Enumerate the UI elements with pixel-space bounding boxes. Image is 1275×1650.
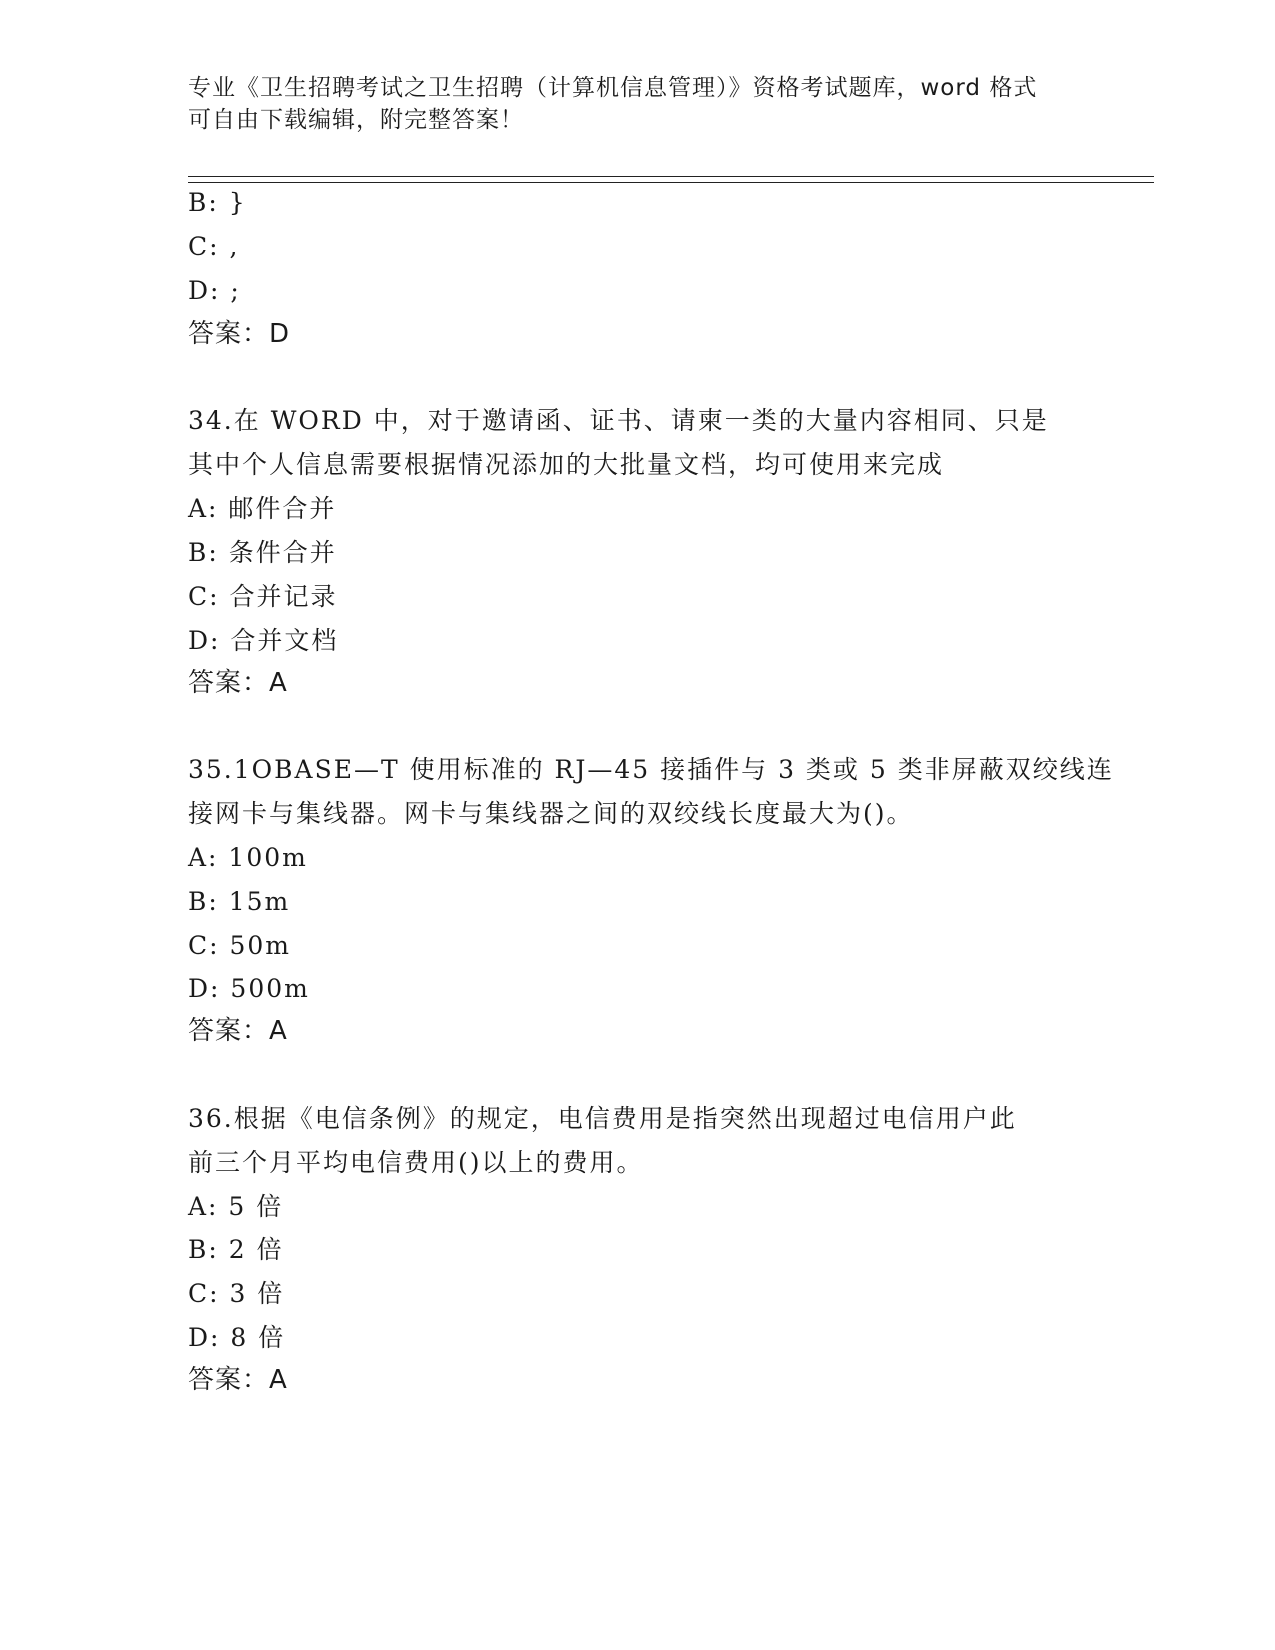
question-36-stem-line-2: 前三个月平均电信费用()以上的费用。 bbox=[188, 1148, 644, 1177]
question-36-option-b: B: 2 倍 bbox=[188, 1235, 284, 1264]
question-34-answer: 答案：A bbox=[188, 668, 288, 698]
question-34-stem-line-2: 其中个人信息需要根据情况添加的大批量文档，均可使用来完成 bbox=[188, 450, 945, 479]
answer-line: 答案：D bbox=[188, 319, 291, 349]
header-divider-bottom bbox=[188, 182, 1154, 183]
question-35-option-d: D: 500m bbox=[188, 974, 310, 1003]
question-35-answer: 答案：A bbox=[188, 1016, 288, 1046]
question-36-answer: 答案：A bbox=[188, 1365, 288, 1395]
option-c: C: , bbox=[188, 232, 240, 261]
option-b: B: } bbox=[188, 188, 247, 217]
question-34-option-d: D: 合并文档 bbox=[188, 626, 339, 655]
question-36-option-a: A: 5 倍 bbox=[188, 1192, 284, 1221]
header-line-2: 可自由下载编辑，附完整答案！ bbox=[188, 107, 524, 133]
question-36-stem-line-1: 36.根据《电信条例》的规定，电信费用是指突然出现超过电信用户此 bbox=[188, 1104, 1017, 1133]
header-line-1: 专业《卫生招聘考试之卫生招聘（计算机信息管理）》资格考试题库，word 格式 bbox=[188, 75, 1038, 101]
question-35-option-a: A: 100m bbox=[188, 843, 308, 872]
question-34-option-a: A: 邮件合并 bbox=[188, 494, 337, 523]
question-35-option-b: B: 15m bbox=[188, 887, 291, 916]
header-divider-top bbox=[188, 176, 1154, 177]
question-35-stem-line-1: 35.1OBASE—T 使用标准的 RJ—45 接插件与 3 类或 5 类非屏蔽双绞线连 bbox=[188, 755, 1114, 784]
question-35-stem-line-2: 接网卡与集线器。网卡与集线器之间的双绞线长度最大为()。 bbox=[188, 799, 914, 828]
document-header bbox=[188, 72, 1088, 136]
question-35-option-c: C: 50m bbox=[188, 931, 292, 960]
question-34-option-b: B: 条件合并 bbox=[188, 538, 337, 567]
question-36-option-c: C: 3 倍 bbox=[188, 1279, 285, 1308]
option-d: D: ; bbox=[188, 276, 241, 305]
question-34-stem-line-1: 34.在 WORD 中，对于邀请函、证书、请柬一类的大量内容相同、只是 bbox=[188, 406, 1049, 435]
question-34-option-c: C: 合并记录 bbox=[188, 582, 338, 611]
question-36-option-d: D: 8 倍 bbox=[188, 1323, 286, 1352]
